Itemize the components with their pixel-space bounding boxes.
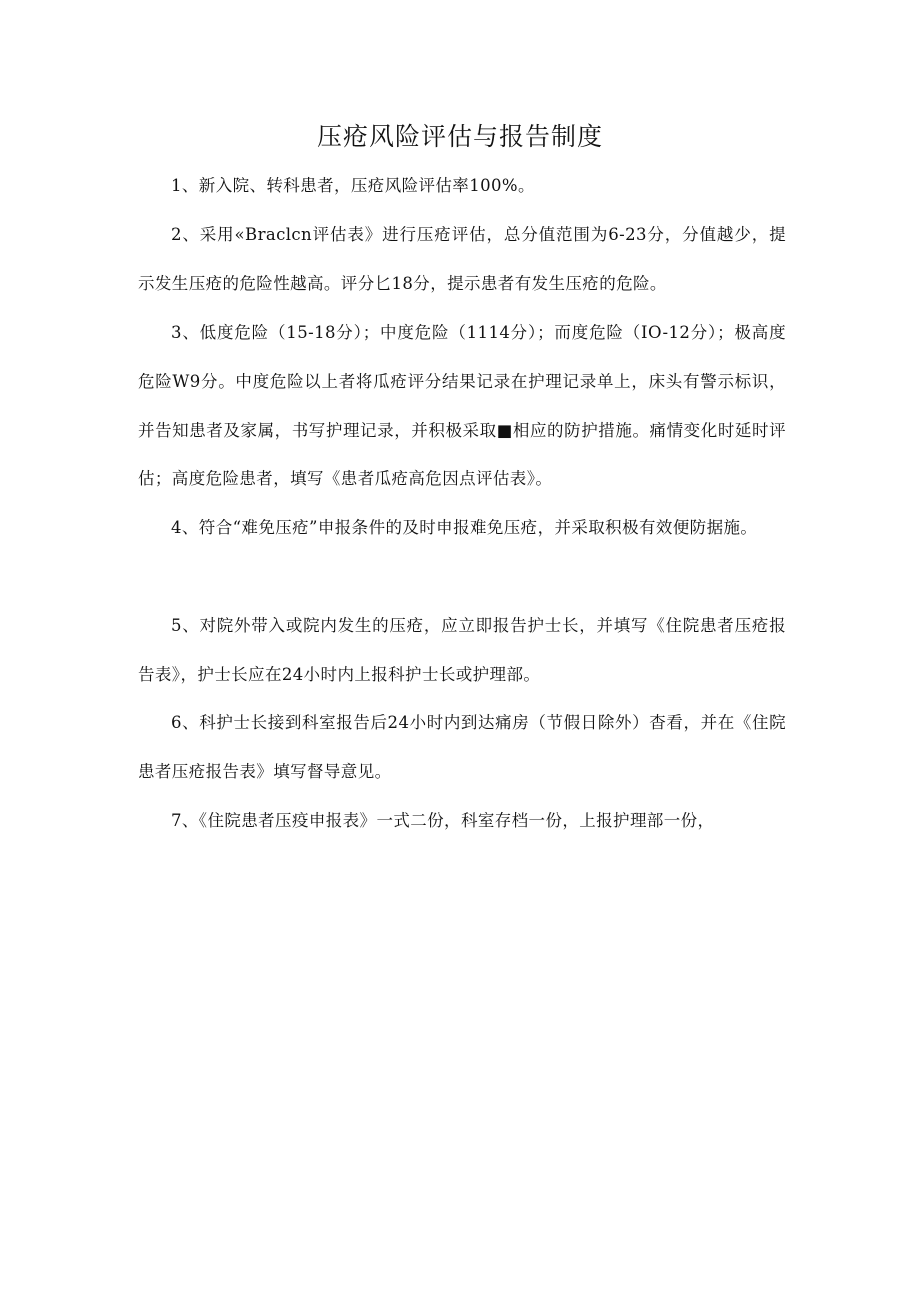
paragraph-7: 7、《住院患者压疫申报表》一式二份，科室存档一份，上报护理部一份， [171, 811, 715, 830]
paragraph-1: 1、新入院、转科患者，压疮风险评估率100%。 [171, 176, 535, 195]
paragraph-5: 5、对院外带入或院内发生的压疮，应立即报告护士长，并填写《住院患者压疮报告表》，护士长应在24小时内上报科护士长或护理部。 [138, 616, 786, 684]
document-title: 压疮风险评估与报告制度 [316, 122, 603, 151]
paragraph-2: 2、采用«Braclcn评估表》进行压疮评估，总分值范围为6-23分，分值越少，提示发生压疮的危险性越高。评分匕18分，提示患者有发生压疮的危险。 [138, 225, 786, 293]
paragraph-3: 3、低度危险（15-18分）；中度危险（1114分）；而度危险（IO-12分）；极高度危险W9分。中度危险以上者将瓜疮评分结果记录在护理记录单上，床头有警示标识，并告知患者及家属，书写护理记录，并积极采取■相应的防护措施。痛情变化时延时评估；高度危险患者，填写《患者瓜疮高危因点评估表》。 [138, 323, 786, 489]
paragraph-6: 6、科护士长接到科室报告后24小时内到达痛房（节假日除外）杳看，并在《住院患者压疮报告表》填写督导意见。 [138, 713, 786, 781]
paragraph-4: 4、符合“难免压疮”申报条件的及时申报难免压疮，并采取积极有效便防据施。 [171, 518, 758, 537]
